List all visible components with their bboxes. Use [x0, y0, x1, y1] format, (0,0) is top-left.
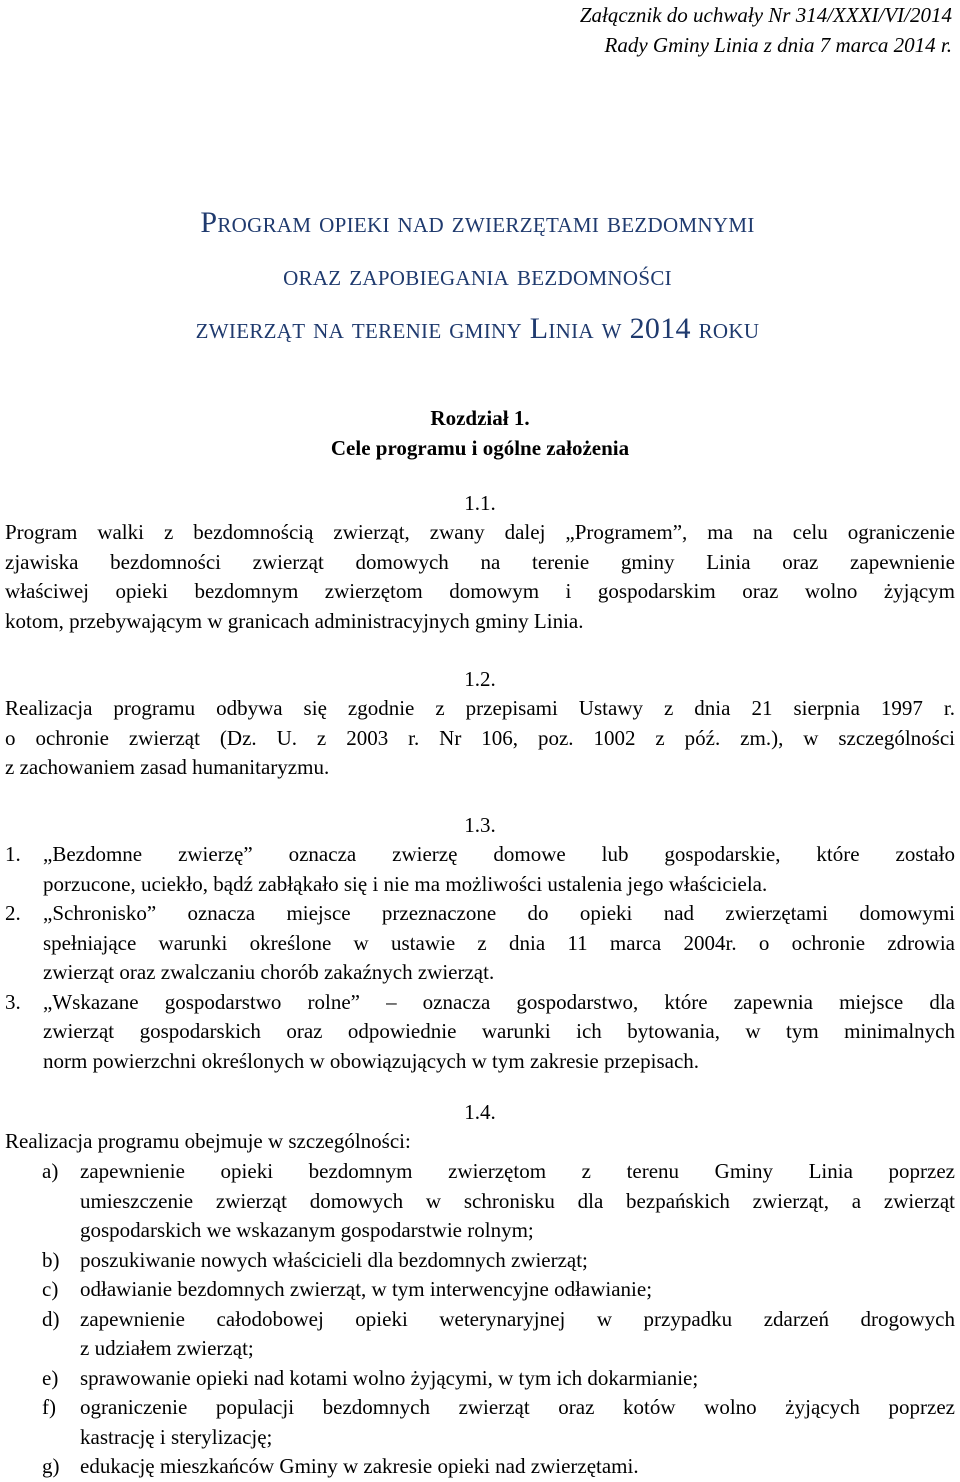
- paragraph-line: Realizacja programu odbywa się zgodnie z przepisami Ustawy z dnia 21 sierpnia 1997 r.: [5, 696, 955, 720]
- chapter-heading: [0, 403, 960, 463]
- task-item: [42, 1364, 955, 1394]
- item-marker: 3.: [5, 989, 21, 1014]
- item-line: norm powierzchni określonych w obowiązujących w tym zakresie przepisach.: [43, 1048, 700, 1073]
- task-item: [42, 1246, 955, 1276]
- section-intro: Realizacja programu obejmuje w szczególności:: [5, 1129, 411, 1153]
- annex-line: Rady Gminy Linia z dnia 7 marca 2014 r.: [604, 33, 952, 57]
- title-line: zwierząt na terenie gminy Linia w 2014 roku: [195, 312, 760, 345]
- chapter-number: Rozdział 1.: [430, 406, 530, 430]
- item-line: sprawowanie opieki nad kotami wolno żyjącymi, w tym ich dokarmianie;: [80, 1365, 699, 1390]
- section-number: 1.4.: [464, 1100, 496, 1124]
- task-item: [42, 1157, 955, 1246]
- item-line: gospodarskich we wskazanym gospodarstwie rolnym;: [80, 1218, 534, 1242]
- task-item: [42, 1452, 955, 1482]
- definition-list: [5, 840, 955, 1076]
- annex-header: [580, 0, 952, 60]
- task-item: [42, 1393, 955, 1452]
- task-item: [42, 1305, 955, 1364]
- item-marker: d): [42, 1306, 60, 1331]
- item-marker: a): [42, 1159, 59, 1183]
- section-number: 1.2.: [464, 667, 496, 691]
- section-paragraph: [5, 518, 955, 636]
- paragraph-line: właściwej opieki bezdomnym zwierzętom domowym i gospodarskim oraz wolno żyjącym: [5, 579, 955, 603]
- annex-line: Załącznik do uchwały Nr 314/XXXI/VI/2014: [579, 3, 952, 27]
- item-marker: f): [42, 1395, 56, 1419]
- definition-item: [5, 899, 955, 988]
- item-line: „Schronisko” oznacza miejsce przeznaczone do opieki nad zwierzętami domowymi: [43, 901, 955, 925]
- task-list: [42, 1157, 955, 1482]
- item-line: zapewnienie opieki bezdomnym zwierzętom z terenu Gminy Linia poprzez: [80, 1159, 955, 1183]
- document-title: [0, 196, 955, 355]
- item-line: „Wskazane gospodarstwo rolne” – oznacza gospodarstwo, które zapewnia miejsce dla: [43, 989, 955, 1014]
- title-line: Program opieki nad zwierzętami bezdomnymi: [200, 206, 755, 239]
- section-paragraph: [5, 694, 955, 783]
- section-number: 1.3.: [464, 813, 496, 837]
- item-line: porzucone, uciekło, bądź zabłąkało się i nie ma możliwości ustalenia jego właściciela.: [43, 871, 768, 896]
- item-marker: c): [42, 1277, 59, 1301]
- item-line: zwierząt oraz zwalczaniu chorób zakaźnych zwierząt.: [43, 960, 495, 984]
- item-line: kastrację i sterylizację;: [80, 1424, 273, 1449]
- item-line: „Bezdomne zwierzę” oznacza zwierzę domowe lub gospodarskie, które zostało: [43, 842, 955, 866]
- item-line: edukację mieszkańców Gminy w zakresie opieki nad zwierzętami.: [80, 1454, 639, 1478]
- paragraph-line: kotom, przebywającym w granicach administracyjnych gminy Linia.: [5, 608, 584, 633]
- chapter-name: Cele programu i ogólne założenia: [330, 436, 630, 460]
- item-marker: e): [42, 1365, 59, 1390]
- paragraph-line: Program walki z bezdomnością zwierząt, zwany dalej „Programem”, ma na celu ograniczenie: [5, 520, 955, 544]
- item-line: ograniczenie populacji bezdomnych zwierząt oraz kotów wolno żyjących poprzez: [80, 1395, 955, 1419]
- item-line: zapewnienie całodobowej opieki weterynaryjnej w przypadku zdarzeń drogowych: [80, 1306, 955, 1331]
- item-line: umieszczenie zwierząt domowych w schronisku dla bezpańskich zwierząt, a zwierząt: [80, 1188, 955, 1213]
- item-line: odławianie bezdomnych zwierząt, w tym interwencyjne odławianie;: [80, 1277, 653, 1301]
- item-marker: 2.: [5, 901, 21, 925]
- task-item: [42, 1275, 955, 1305]
- item-line: z udziałem zwierząt;: [80, 1336, 254, 1360]
- item-marker: b): [42, 1247, 60, 1272]
- item-marker: 1.: [5, 842, 21, 866]
- section-number: 1.1.: [464, 491, 496, 515]
- definition-item: [5, 988, 955, 1077]
- paragraph-line: o ochronie zwierząt (Dz. U. z 2003 r. Nr 106, poz. 1002 z póź. zm.), w szczególności: [5, 725, 955, 750]
- paragraph-line: z zachowaniem zasad humanitaryzmu.: [5, 755, 330, 779]
- definition-item: [5, 840, 955, 899]
- item-line: spełniające warunki określone w ustawie z dnia 11 marca 2004r. o ochronie zdrowia: [43, 930, 955, 955]
- paragraph-line: zjawiska bezdomności zwierząt domowych na terenie gminy Linia oraz zapewnienie: [5, 549, 955, 574]
- item-line: zwierząt gospodarskich oraz odpowiednie warunki ich bytowania, w tym minimalnych: [43, 1019, 955, 1043]
- item-marker: g): [42, 1454, 60, 1478]
- item-line: poszukiwanie nowych właścicieli dla bezdomnych zwierząt;: [80, 1247, 588, 1272]
- title-line: oraz zapobiegania bezdomności: [283, 259, 672, 292]
